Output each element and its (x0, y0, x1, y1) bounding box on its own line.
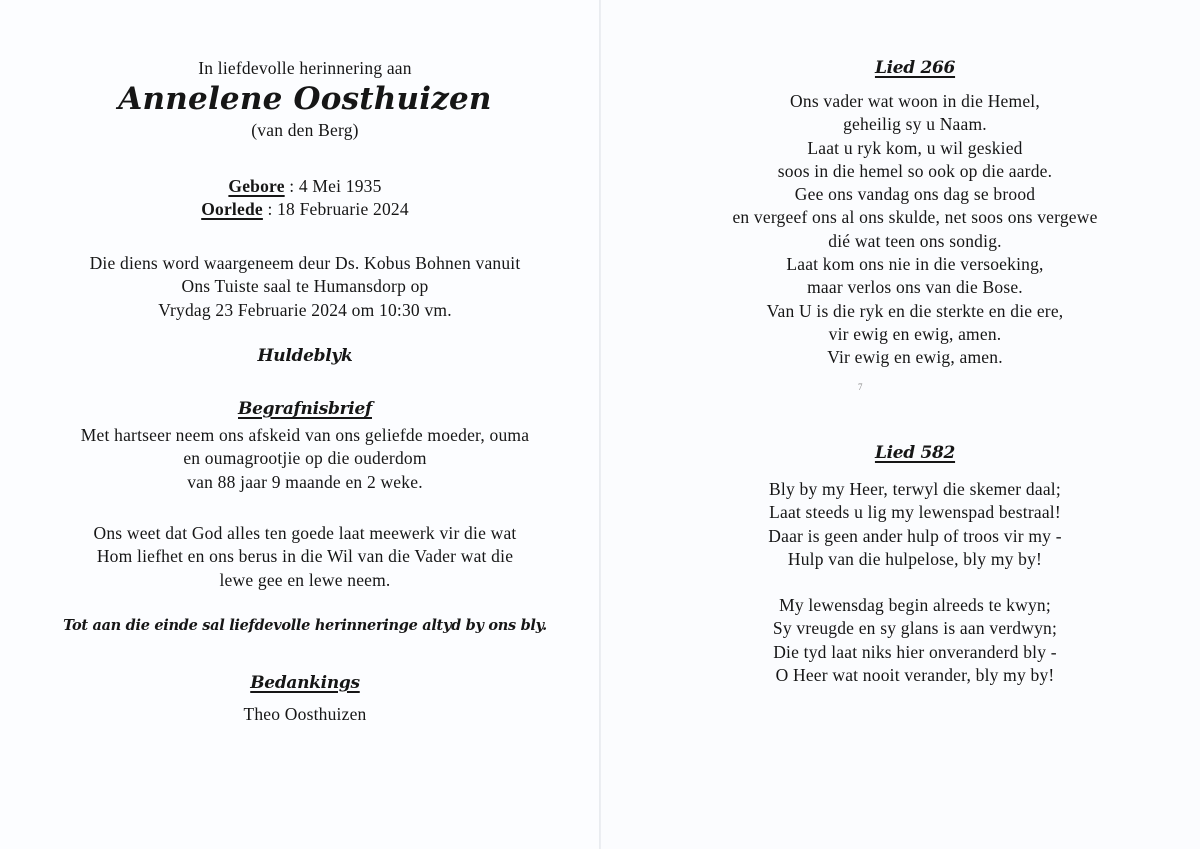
service-line: Vrydag 23 Februarie 2024 om 10:30 vm. (158, 299, 452, 320)
hymn-line: O Heer wat nooit verander, bly my by! (775, 664, 1055, 685)
born-sep: : (284, 176, 299, 196)
faith-paragraph (10, 522, 600, 592)
maiden-name: (van den Berg) (251, 120, 359, 140)
hymn-line: Hulp van die hulpelose, bly my by! (787, 548, 1043, 569)
hymn-582-title: Lied 582 (874, 443, 956, 463)
letter-body (10, 424, 600, 494)
born-date: 4 Mei 1935 (298, 176, 382, 196)
born-line (10, 175, 600, 198)
faith-line: Ons weet dat God alles ten goede laat meewerk vir die wat (93, 523, 517, 543)
died-sep: : (262, 199, 278, 219)
hymn-line: Laat steeds u lig my lewenspad bestraal! (769, 502, 1061, 523)
hymn-line: Vir ewig en ewig, amen. (827, 347, 1003, 368)
thanks-heading: Bedankings (250, 673, 360, 693)
center-fold (599, 0, 601, 849)
born-label: Gebore (228, 176, 285, 196)
hymn-582-verse-2 (630, 594, 1200, 687)
letter-line: Met hartseer neem ons afskeid van ons geliefde moeder, ouma (80, 425, 530, 445)
service-line: Die diens word waargeneem deur Ds. Kobus Bohnen vanuit (89, 253, 521, 273)
letter-line: van 88 jaar 9 maande en 2 weke. (187, 471, 423, 492)
died-line (10, 198, 600, 221)
intro-text: In liefdevolle herinnering aan (198, 58, 412, 78)
died-label: Oorlede (201, 199, 263, 219)
faith-line: lewe gee en lewe neem. (219, 569, 391, 590)
deceased-name: Annelene Oosthuizen (118, 81, 492, 117)
died-date: 18 Februarie 2024 (277, 199, 409, 219)
hymn-line: Van U is die ryk en die sterkte en die ere, (766, 300, 1064, 321)
hymn-line: vir ewig en ewig, amen. (828, 323, 1002, 344)
hymn-266-text (630, 90, 1200, 370)
service-details (10, 252, 600, 322)
hymn-line: Sy vreugde en sy glans is aan verdwyn; (772, 618, 1058, 639)
hymn-582-verse-1 (630, 478, 1200, 571)
letter-heading: Begrafnisbrief (238, 399, 372, 419)
letter-line: en oumagrootjie op die ouderdom (183, 448, 427, 469)
service-line: Ons Tuiste saal te Humansdorp op (181, 276, 429, 297)
closing-line: Tot aan die einde sal liefdevolle herinneringe altyd by ons bly. (63, 617, 547, 634)
hymn-line: maar verlos ons van die Bose. (807, 277, 1023, 298)
hymn-line: soos in die hemel so ook op die aarde. (777, 160, 1053, 181)
hymn-line: Ons vader wat woon in die Hemel, (790, 91, 1040, 111)
hymn-line: Laat kom ons nie in die versoeking, (786, 254, 1044, 275)
hymn-line: Gee ons vandag ons dag se brood (794, 184, 1036, 205)
thanks-name: Theo Oosthuizen (243, 704, 367, 724)
faith-line: Hom liefhet en ons berus in die Wil van die Vader wat die (96, 546, 514, 567)
hymn-line: en vergeef ons al ons skulde, net soos ons vergewe (732, 207, 1098, 228)
hymn-line: Die tyd laat niks hier onveranderd bly - (773, 641, 1057, 662)
hymn-line: Bly by my Heer, terwyl die skemer daal; (769, 479, 1061, 499)
hymn-line: geheilig sy u Naam. (843, 114, 987, 135)
hymn-line: Laat u ryk kom, u wil geskied (807, 137, 1023, 158)
hymn-line: dié wat teen ons sondig. (828, 230, 1002, 251)
hymn-266-title: Lied 266 (874, 58, 956, 78)
hymn-line: Daar is geen ander hulp of troos vir my - (768, 525, 1062, 546)
hymn-line: My lewensdag begin alreeds te kwyn; (779, 595, 1051, 615)
scan-mark: 7 (858, 382, 863, 392)
tribute-heading: Huldeblyk (257, 346, 353, 366)
